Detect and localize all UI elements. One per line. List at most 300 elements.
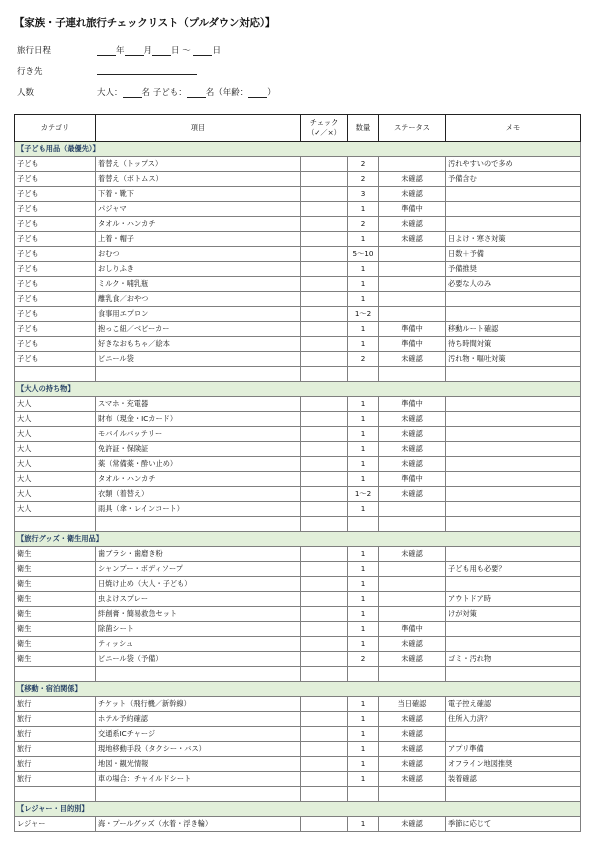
- adults-unit: 名: [141, 88, 151, 98]
- memo-cell: 電子控え確認: [446, 697, 581, 712]
- category-cell: 旅行: [15, 772, 96, 787]
- table-row: [15, 427, 581, 442]
- check-cell[interactable]: [301, 412, 348, 427]
- section-title: 【子ども用品（最優先）】: [15, 142, 581, 157]
- header-row: [15, 115, 581, 142]
- day-label: 日: [171, 46, 180, 56]
- section-header: [15, 802, 581, 817]
- check-cell[interactable]: [301, 172, 348, 187]
- memo-cell: [446, 727, 581, 742]
- item-cell: 虫よけスプレー: [96, 592, 301, 607]
- memo-cell: 汚れやすいので多め: [446, 157, 581, 172]
- table-row: [15, 187, 581, 202]
- status-cell[interactable]: 未確認: [379, 217, 446, 232]
- qty-cell: 5〜10: [348, 247, 379, 262]
- qty-cell: 1: [348, 502, 379, 517]
- memo-cell: [446, 487, 581, 502]
- category-cell: 衛生: [15, 547, 96, 562]
- check-cell[interactable]: [301, 817, 348, 832]
- category-cell: 衛生: [15, 652, 96, 667]
- status-cell[interactable]: 未確認: [379, 652, 446, 667]
- qty-cell: 1: [348, 622, 379, 637]
- memo-cell: 予備推奨: [446, 262, 581, 277]
- section-title: 【レジャー・目的別】: [15, 802, 581, 817]
- category-cell: 大人: [15, 457, 96, 472]
- ages-label: （年齢：: [214, 88, 249, 98]
- memo-cell: 住所入力済？: [446, 712, 581, 727]
- table-row: [15, 277, 581, 292]
- end-day-blank[interactable]: [193, 46, 212, 56]
- ages-blank[interactable]: [248, 88, 267, 98]
- people-row: [17, 86, 276, 98]
- memo-cell: [446, 577, 581, 592]
- status-cell[interactable]: 未確認: [379, 427, 446, 442]
- blank-cell: [446, 517, 581, 532]
- table-row: [15, 487, 581, 502]
- table-row: [15, 337, 581, 352]
- blank-cell: [96, 787, 301, 802]
- memo-cell: [446, 622, 581, 637]
- category-cell: 子ども: [15, 172, 96, 187]
- section-header: [15, 682, 581, 697]
- check-cell[interactable]: [301, 232, 348, 247]
- qty-cell: 1〜2: [348, 487, 379, 502]
- memo-cell: [446, 442, 581, 457]
- category-cell: 大人: [15, 502, 96, 517]
- table-row: [15, 712, 581, 727]
- table-row: [15, 247, 581, 262]
- item-cell: 交通系ICチャージ: [96, 727, 301, 742]
- check-cell[interactable]: [301, 577, 348, 592]
- check-cell[interactable]: [301, 157, 348, 172]
- item-cell: パジャマ: [96, 202, 301, 217]
- blank-cell: [96, 517, 301, 532]
- table-row: [15, 262, 581, 277]
- qty-cell: 1: [348, 202, 379, 217]
- check-cell[interactable]: [301, 502, 348, 517]
- memo-cell: 汚れ物・嘔吐対策: [446, 352, 581, 367]
- check-cell[interactable]: [301, 217, 348, 232]
- category-cell: 旅行: [15, 727, 96, 742]
- blank-row: [15, 787, 581, 802]
- category-cell: 衛生: [15, 577, 96, 592]
- check-cell[interactable]: [301, 277, 348, 292]
- check-cell[interactable]: [301, 487, 348, 502]
- memo-cell: アウトドア時: [446, 592, 581, 607]
- blank-cell: [379, 367, 446, 382]
- qty-cell: 1: [348, 592, 379, 607]
- item-cell: 車の場合：チャイルドシート: [96, 772, 301, 787]
- status-cell[interactable]: [379, 577, 446, 592]
- status-cell[interactable]: [379, 262, 446, 277]
- category-cell: 衛生: [15, 607, 96, 622]
- item-cell: ビニール袋（予備）: [96, 652, 301, 667]
- status-cell[interactable]: 当日確認: [379, 697, 446, 712]
- blank-cell: [15, 367, 96, 382]
- year-blank[interactable]: [97, 46, 116, 56]
- item-cell: チケット（飛行機／新幹線）: [96, 697, 301, 712]
- item-cell: ビニール袋: [96, 352, 301, 367]
- memo-cell: 移動ルート確認: [446, 322, 581, 337]
- item-cell: おしりふき: [96, 262, 301, 277]
- blank-cell: [96, 667, 301, 682]
- memo-cell: [446, 547, 581, 562]
- qty-cell: 1: [348, 712, 379, 727]
- category-cell: 衛生: [15, 637, 96, 652]
- children-blank[interactable]: [187, 88, 206, 98]
- table-row: [15, 307, 581, 322]
- section-title: 【移動・宿泊関係】: [15, 682, 581, 697]
- memo-cell: 待ち時間対策: [446, 337, 581, 352]
- category-cell: 子ども: [15, 322, 96, 337]
- category-cell: 子ども: [15, 202, 96, 217]
- item-cell: モバイルバッテリー: [96, 427, 301, 442]
- status-cell[interactable]: 未確認: [379, 457, 446, 472]
- blank-cell: [301, 787, 348, 802]
- header-category: カテゴリ: [15, 115, 96, 142]
- qty-cell: 3: [348, 187, 379, 202]
- status-cell[interactable]: 準備中: [379, 322, 446, 337]
- item-cell: タオル・ハンカチ: [96, 217, 301, 232]
- tilde: 〜: [182, 46, 191, 56]
- qty-cell: 1: [348, 277, 379, 292]
- qty-cell: 1: [348, 457, 379, 472]
- check-cell[interactable]: [301, 427, 348, 442]
- qty-cell: 1: [348, 232, 379, 247]
- check-cell[interactable]: [301, 772, 348, 787]
- item-cell: 好きなおもちゃ／絵本: [96, 337, 301, 352]
- table-row: [15, 622, 581, 637]
- status-cell[interactable]: [379, 292, 446, 307]
- checklist-body: [15, 142, 581, 832]
- table-row: [15, 322, 581, 337]
- qty-cell: 1: [348, 337, 379, 352]
- status-cell[interactable]: 未確認: [379, 817, 446, 832]
- check-cell[interactable]: [301, 697, 348, 712]
- category-cell: 旅行: [15, 742, 96, 757]
- status-cell[interactable]: [379, 607, 446, 622]
- qty-cell: 1: [348, 772, 379, 787]
- people-label: 人数: [17, 88, 35, 98]
- header-check: チェック （✓／×）: [301, 115, 348, 142]
- category-cell: 子ども: [15, 307, 96, 322]
- table-row: [15, 157, 581, 172]
- status-cell[interactable]: 未確認: [379, 352, 446, 367]
- table-row: [15, 292, 581, 307]
- item-cell: 除菌シート: [96, 622, 301, 637]
- memo-cell: [446, 472, 581, 487]
- status-cell[interactable]: 準備中: [379, 397, 446, 412]
- status-cell[interactable]: [379, 307, 446, 322]
- category-cell: 子ども: [15, 187, 96, 202]
- status-cell[interactable]: 未確認: [379, 742, 446, 757]
- item-cell: 下着・靴下: [96, 187, 301, 202]
- blank-cell: [15, 667, 96, 682]
- check-cell[interactable]: [301, 547, 348, 562]
- check-cell[interactable]: [301, 202, 348, 217]
- check-cell[interactable]: [301, 637, 348, 652]
- item-cell: シャンプー・ボディソープ: [96, 562, 301, 577]
- memo-cell: 日数＋予備: [446, 247, 581, 262]
- table-row: [15, 202, 581, 217]
- blank-row: [15, 367, 581, 382]
- children-label: 子ども：: [152, 88, 187, 98]
- category-cell: 大人: [15, 487, 96, 502]
- item-cell: おむつ: [96, 247, 301, 262]
- blank-row: [15, 667, 581, 682]
- status-cell[interactable]: [379, 247, 446, 262]
- qty-cell: 1: [348, 817, 379, 832]
- header-status: ステータス: [379, 115, 446, 142]
- item-cell: 離乳食／おやつ: [96, 292, 301, 307]
- table-row: [15, 607, 581, 622]
- status-cell[interactable]: 未確認: [379, 712, 446, 727]
- item-cell: 雨具（傘・レインコート）: [96, 502, 301, 517]
- memo-cell: アプリ準備: [446, 742, 581, 757]
- blank-cell: [301, 367, 348, 382]
- blank-cell: [446, 787, 581, 802]
- check-cell[interactable]: [301, 397, 348, 412]
- check-cell[interactable]: [301, 307, 348, 322]
- category-cell: 衛生: [15, 622, 96, 637]
- qty-cell: 2: [348, 172, 379, 187]
- qty-cell: 1: [348, 697, 379, 712]
- table-row: [15, 232, 581, 247]
- status-cell[interactable]: [379, 277, 446, 292]
- memo-cell: オフライン地図推奨: [446, 757, 581, 772]
- memo-cell: [446, 457, 581, 472]
- blank-cell: [301, 517, 348, 532]
- status-cell[interactable]: 準備中: [379, 622, 446, 637]
- memo-cell: [446, 217, 581, 232]
- qty-cell: 1: [348, 397, 379, 412]
- item-cell: 衣類（着替え）: [96, 487, 301, 502]
- blank-cell: [301, 667, 348, 682]
- destination-blank[interactable]: [97, 65, 197, 75]
- blank-cell: [348, 667, 379, 682]
- memo-cell: [446, 502, 581, 517]
- item-cell: 食事用エプロン: [96, 307, 301, 322]
- year-label: 年: [116, 46, 125, 56]
- table-row: [15, 652, 581, 667]
- status-cell[interactable]: 準備中: [379, 472, 446, 487]
- item-cell: 絆創膏・簡易救急セット: [96, 607, 301, 622]
- month-blank[interactable]: [125, 46, 144, 56]
- category-cell: 衛生: [15, 562, 96, 577]
- item-cell: ミルク・哺乳瓶: [96, 277, 301, 292]
- blank-cell: [96, 367, 301, 382]
- check-cell[interactable]: [301, 562, 348, 577]
- qty-cell: 1: [348, 757, 379, 772]
- status-cell[interactable]: 準備中: [379, 202, 446, 217]
- table-row: [15, 352, 581, 367]
- qty-cell: 1: [348, 607, 379, 622]
- section-title: 【大人の持ち物】: [15, 382, 581, 397]
- status-cell[interactable]: 準備中: [379, 337, 446, 352]
- table-row: [15, 772, 581, 787]
- page-title: 【家族・子連れ旅行チェックリスト（プルダウン対応）】: [14, 17, 276, 29]
- status-cell[interactable]: 未確認: [379, 727, 446, 742]
- status-cell[interactable]: 未確認: [379, 232, 446, 247]
- memo-cell: 子ども用も必要？: [446, 562, 581, 577]
- check-cell[interactable]: [301, 592, 348, 607]
- status-cell[interactable]: 未確認: [379, 772, 446, 787]
- qty-cell: 1: [348, 547, 379, 562]
- category-cell: 子ども: [15, 352, 96, 367]
- qty-cell: 2: [348, 157, 379, 172]
- check-cell[interactable]: [301, 292, 348, 307]
- qty-cell: 2: [348, 352, 379, 367]
- table-row: [15, 592, 581, 607]
- adults-blank[interactable]: [123, 88, 142, 98]
- category-cell: 子ども: [15, 337, 96, 352]
- check-cell[interactable]: [301, 352, 348, 367]
- qty-cell: 1: [348, 562, 379, 577]
- item-cell: 地図・観光情報: [96, 757, 301, 772]
- status-cell[interactable]: [379, 157, 446, 172]
- status-cell[interactable]: [379, 562, 446, 577]
- status-cell[interactable]: 未確認: [379, 637, 446, 652]
- status-cell[interactable]: 未確認: [379, 757, 446, 772]
- section-title: 【旅行グッズ・衛生用品】: [15, 532, 581, 547]
- check-cell[interactable]: [301, 322, 348, 337]
- check-cell[interactable]: [301, 262, 348, 277]
- item-cell: タオル・ハンカチ: [96, 472, 301, 487]
- memo-cell: [446, 187, 581, 202]
- memo-cell: 日よけ・寒さ対策: [446, 232, 581, 247]
- header-memo: メモ: [446, 115, 581, 142]
- category-cell: 子ども: [15, 292, 96, 307]
- memo-cell: [446, 427, 581, 442]
- table-row: [15, 442, 581, 457]
- status-cell[interactable]: 未確認: [379, 412, 446, 427]
- table-row: [15, 817, 581, 832]
- blank-cell: [379, 517, 446, 532]
- table-row: [15, 742, 581, 757]
- category-cell: 子ども: [15, 157, 96, 172]
- check-cell[interactable]: [301, 187, 348, 202]
- qty-cell: 1: [348, 262, 379, 277]
- status-cell[interactable]: [379, 592, 446, 607]
- item-cell: 免許証・保険証: [96, 442, 301, 457]
- memo-cell: 季節に応じて: [446, 817, 581, 832]
- qty-cell: 2: [348, 652, 379, 667]
- qty-cell: 1: [348, 442, 379, 457]
- check-cell[interactable]: [301, 712, 348, 727]
- category-cell: 旅行: [15, 712, 96, 727]
- check-cell[interactable]: [301, 472, 348, 487]
- trip-dates-row: [17, 44, 221, 56]
- category-cell: 子ども: [15, 217, 96, 232]
- qty-cell: 1: [348, 427, 379, 442]
- blank-cell: [379, 667, 446, 682]
- check-cell[interactable]: [301, 727, 348, 742]
- header-item: 項目: [96, 115, 301, 142]
- category-cell: 大人: [15, 442, 96, 457]
- table-row: [15, 502, 581, 517]
- blank-cell: [446, 367, 581, 382]
- check-cell[interactable]: [301, 337, 348, 352]
- category-cell: 大人: [15, 427, 96, 442]
- item-cell: 着替え（ボトムス）: [96, 172, 301, 187]
- qty-cell: 1: [348, 292, 379, 307]
- check-cell[interactable]: [301, 757, 348, 772]
- table-row: [15, 472, 581, 487]
- category-cell: 子ども: [15, 232, 96, 247]
- destination-label: 行き先: [17, 67, 43, 77]
- blank-cell: [348, 367, 379, 382]
- category-cell: 旅行: [15, 697, 96, 712]
- item-cell: 着替え（トップス）: [96, 157, 301, 172]
- status-cell[interactable]: 未確認: [379, 187, 446, 202]
- end-day-label: 日: [212, 46, 221, 56]
- blank-cell: [348, 787, 379, 802]
- category-cell: 子ども: [15, 277, 96, 292]
- item-cell: 財布（現金・ICカード）: [96, 412, 301, 427]
- month-label: 月: [143, 46, 153, 56]
- section-header: [15, 382, 581, 397]
- item-cell: 現地移動手段（タクシー・バス）: [96, 742, 301, 757]
- memo-cell: 必要な人のみ: [446, 277, 581, 292]
- check-cell[interactable]: [301, 622, 348, 637]
- table-row: [15, 697, 581, 712]
- status-cell[interactable]: 未確認: [379, 487, 446, 502]
- check-cell[interactable]: [301, 457, 348, 472]
- blank-cell: [379, 787, 446, 802]
- table-row: [15, 397, 581, 412]
- check-cell[interactable]: [301, 742, 348, 757]
- table-row: [15, 457, 581, 472]
- qty-cell: 1: [348, 472, 379, 487]
- memo-cell: [446, 307, 581, 322]
- section-header: [15, 532, 581, 547]
- status-cell[interactable]: 未確認: [379, 442, 446, 457]
- qty-cell: 1〜2: [348, 307, 379, 322]
- memo-cell: [446, 292, 581, 307]
- item-cell: 日焼け止め（大人・子ども）: [96, 577, 301, 592]
- category-cell: レジャー: [15, 817, 96, 832]
- memo-cell: けが対策: [446, 607, 581, 622]
- check-cell[interactable]: [301, 247, 348, 262]
- category-cell: 子ども: [15, 262, 96, 277]
- day-blank[interactable]: [152, 46, 171, 56]
- check-cell[interactable]: [301, 442, 348, 457]
- status-cell[interactable]: [379, 502, 446, 517]
- check-cell[interactable]: [301, 652, 348, 667]
- qty-cell: 1: [348, 412, 379, 427]
- table-row: [15, 637, 581, 652]
- category-cell: 衛生: [15, 592, 96, 607]
- qty-cell: 1: [348, 742, 379, 757]
- ages-close: ）: [267, 88, 276, 98]
- blank-cell: [15, 517, 96, 532]
- status-cell[interactable]: 未確認: [379, 547, 446, 562]
- check-cell[interactable]: [301, 607, 348, 622]
- memo-cell: ゴミ・汚れ物: [446, 652, 581, 667]
- item-cell: 上着・帽子: [96, 232, 301, 247]
- trip-dates-label: 旅行日程: [17, 46, 52, 56]
- blank-row: [15, 517, 581, 532]
- table-row: [15, 757, 581, 772]
- status-cell[interactable]: 未確認: [379, 172, 446, 187]
- memo-cell: [446, 637, 581, 652]
- qty-cell: 1: [348, 727, 379, 742]
- table-row: [15, 172, 581, 187]
- memo-cell: 装着確認: [446, 772, 581, 787]
- header-qty: 数量: [348, 115, 379, 142]
- table-row: [15, 577, 581, 592]
- blank-cell: [348, 517, 379, 532]
